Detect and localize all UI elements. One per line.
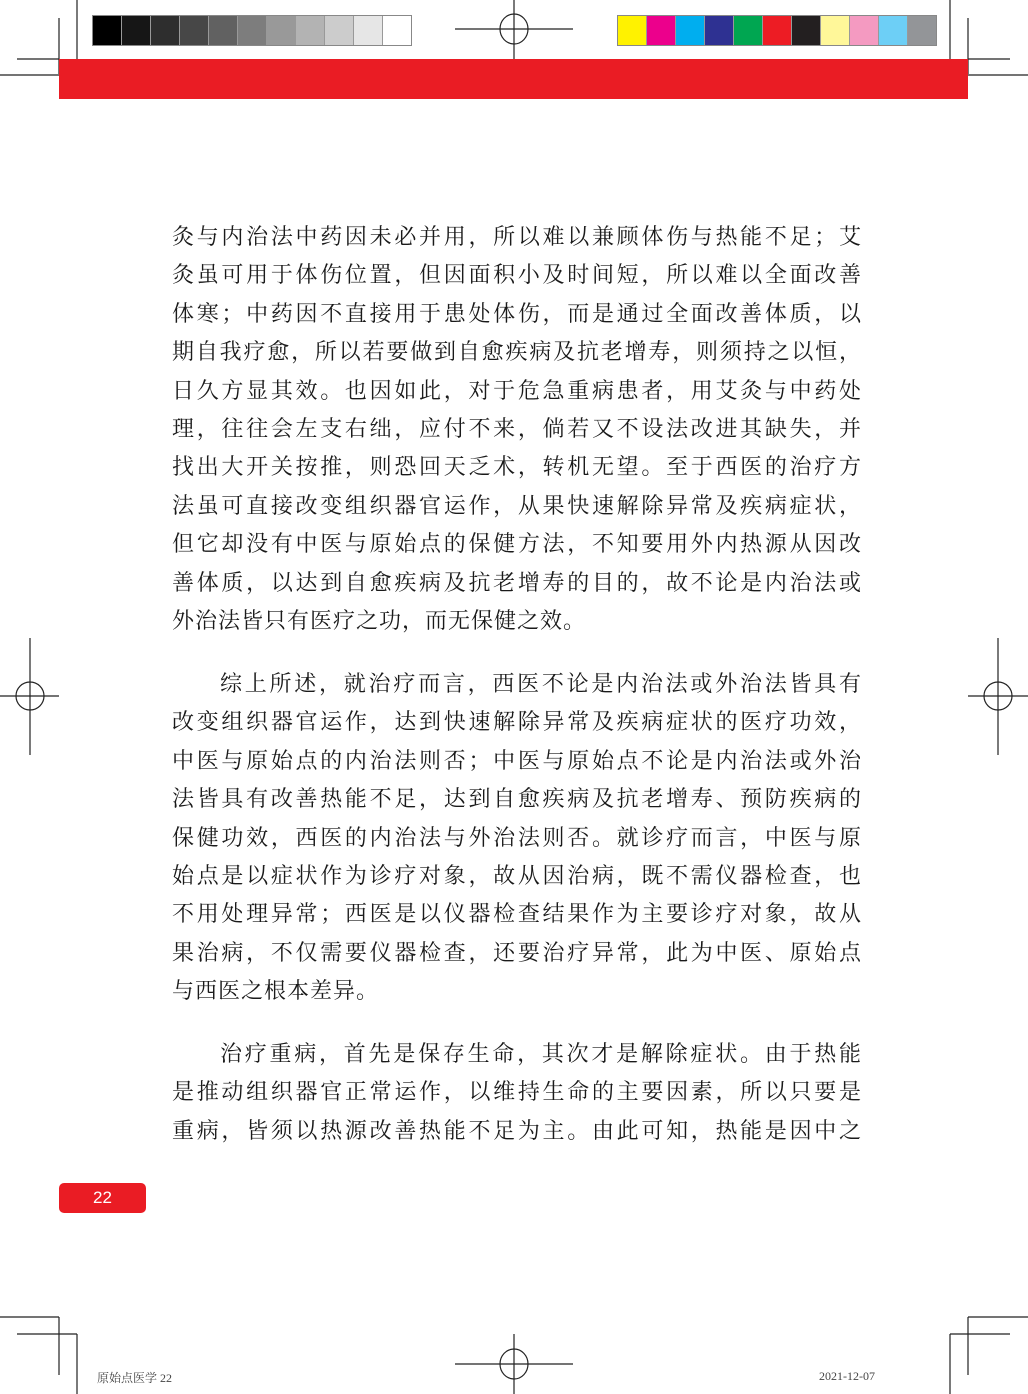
text-line: 果治病，不仅需要仪器检查，还要治疗异常，此为中医、原始点 — [172, 940, 862, 966]
text-line: 但它却没有中医与原始点的保健方法，不知要用外内热源从因改 — [172, 532, 862, 558]
text-line: 找出大开关按推，则恐回天乏术，转机无望。至于西医的治疗方 — [172, 455, 862, 481]
gray-swatch — [151, 16, 180, 45]
page-number-badge: 22 — [59, 1183, 146, 1213]
gray-swatch — [325, 16, 354, 45]
color-swatch — [647, 16, 676, 45]
gray-swatch — [209, 16, 238, 45]
grayscale-calibration-bar — [92, 15, 412, 46]
gray-swatch — [93, 16, 122, 45]
text-line: 期自我疗愈，所以若要做到自愈疾病及抗老增寿，则须持之以恒， — [172, 340, 862, 366]
text-line: 保健功效，西医的内治法与外治法则否。就诊疗而言，中医与原 — [172, 825, 862, 851]
text-line: 体寒；中药因不直接用于患处体伤，而是通过全面改善体质，以 — [172, 301, 862, 327]
color-swatch — [879, 16, 908, 45]
color-swatch — [618, 16, 647, 45]
gray-swatch — [354, 16, 383, 45]
text-line: 理，往往会左支右绌，应付不来，倘若又不设法改进其缺失，并 — [172, 417, 862, 442]
text-line: 重病，皆须以热源改善热能不足为主。由此可知，热能是因中之 — [172, 1118, 862, 1144]
text-line: 灸虽可用于体伤位置，但因面积小及时间短，所以难以全面改善 — [172, 263, 862, 289]
text-line: 日久方显其效。也因如此，对于危急重病患者，用艾灸与中药处 — [172, 378, 862, 404]
text-line: 治疗重病，首先是保存生命，其次才是解除症状。由于热能 — [220, 1042, 862, 1067]
color-calibration-bar — [617, 15, 937, 46]
text-line: 综上所述，就治疗而言，西医不论是内治法或外治法皆具有 — [220, 672, 862, 697]
text-line: 始点是以症状作为诊疗对象，故从因治病，既不需仪器检查，也 — [172, 864, 862, 889]
text-line: 外治法皆只有医疗之功，而无保健之效。 — [172, 609, 587, 634]
footer-date: 2021-12-07 — [819, 1369, 875, 1383]
color-swatch — [734, 16, 763, 45]
gray-swatch — [122, 16, 151, 45]
text-line: 是推动组织器官正常运作，以维持生命的主要因素，所以只要是 — [172, 1080, 862, 1106]
color-swatch — [676, 16, 705, 45]
footer-book-label: 原始点医学 22 — [97, 1371, 173, 1385]
color-swatch — [792, 16, 821, 45]
color-swatch — [821, 16, 850, 45]
header-red-band — [59, 59, 968, 99]
text-line: 法皆具有改善热能不足，达到自愈疾病及抗老增寿、预防疾病的 — [172, 787, 862, 813]
gray-swatch — [267, 16, 296, 45]
text-line: 不用处理异常；西医是以仪器检查结果作为主要诊疗对象，故从 — [172, 902, 862, 928]
gray-swatch — [180, 16, 209, 45]
text-line: 中医与原始点的内治法则否；中医与原始点不论是内治法或外治 — [172, 748, 862, 774]
color-swatch — [850, 16, 879, 45]
gray-swatch — [383, 16, 411, 45]
color-swatch — [705, 16, 734, 45]
text-line: 与西医之根本差异。 — [172, 979, 380, 1005]
color-swatch — [908, 16, 936, 45]
color-swatch — [763, 16, 792, 45]
text-line: 改变组织器官运作，达到快速解除异常及疾病症状的医疗功效， — [172, 710, 862, 736]
text-line: 灸与内治法中药因未必并用，所以难以兼顾体伤与热能不足；艾 — [172, 225, 862, 250]
gray-swatch — [238, 16, 267, 45]
text-line: 善体质，以达到自愈疾病及抗老增寿的目的，故不论是内治法或 — [172, 570, 862, 596]
text-line: 法虽可直接改变组织器官运作，从果快速解除异常及疾病症状， — [172, 493, 862, 519]
gray-swatch — [296, 16, 325, 45]
